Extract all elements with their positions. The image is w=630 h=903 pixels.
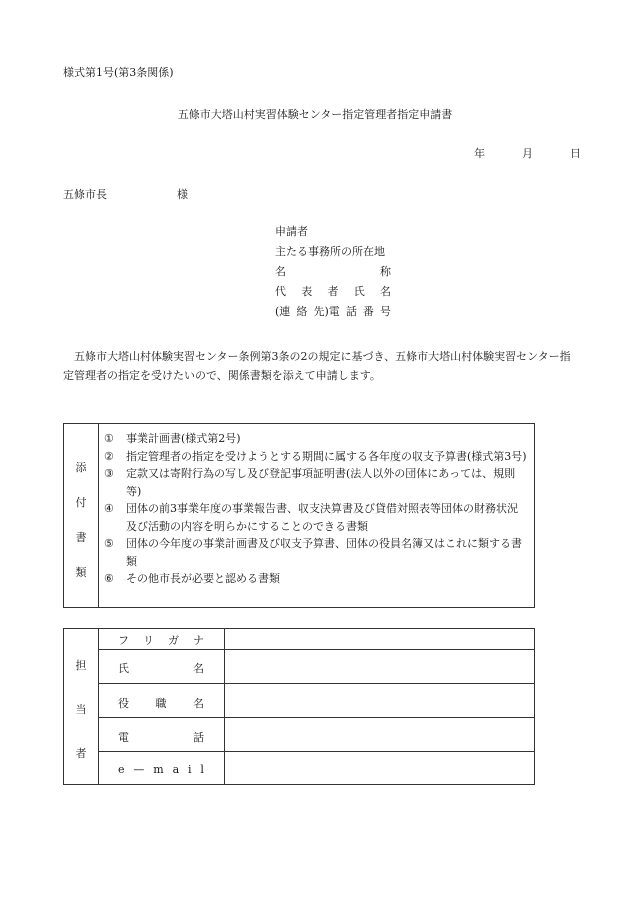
attachments-table bbox=[63, 423, 535, 608]
contact-person-table bbox=[63, 628, 535, 785]
label-char: i bbox=[188, 763, 192, 776]
contact-side-label bbox=[64, 629, 99, 784]
label-char: ナ bbox=[193, 634, 204, 647]
attachment-number: ① bbox=[104, 432, 114, 445]
addressee bbox=[63, 188, 188, 202]
side-char: 書 bbox=[75, 531, 87, 544]
row-divider bbox=[98, 649, 534, 650]
attachment-number: ② bbox=[104, 449, 114, 463]
side-char: 添 bbox=[75, 461, 87, 474]
office-location-label: 主たる事務所の所在地 bbox=[275, 245, 385, 258]
label-char: 役 bbox=[118, 697, 129, 710]
label-char: 先)電 bbox=[313, 305, 340, 318]
applicant-block bbox=[275, 225, 391, 325]
attachment-number: ⑤ bbox=[104, 537, 114, 550]
attachment-text: 定款又は寄附行為の写し及び登記事項証明書(法人以外の団体にあっては、規則等) bbox=[126, 467, 516, 498]
side-char: 類 bbox=[75, 566, 87, 579]
phone-label bbox=[118, 729, 204, 745]
label-char: ガ bbox=[168, 634, 179, 647]
attachment-number: ③ bbox=[104, 467, 114, 480]
date-month-label: 月 bbox=[522, 147, 533, 160]
side-char: 付 bbox=[75, 496, 87, 509]
attachment-text: 事業計画書(様式第2号) bbox=[126, 432, 241, 445]
attachment-item bbox=[104, 465, 528, 500]
attachment-text: 団体の今年度の事業計画書及び収支予算書、団体の役員名簿又はこれに類する書類 bbox=[126, 537, 522, 568]
attachment-text: 団体の前3事業年度の事業報告書、収支決算書及び貸借対照表等団体の財務状況及び活動の内容を明らかにすることのできる書類 bbox=[126, 502, 518, 533]
attachments-side-label bbox=[64, 424, 99, 607]
label-char: リ bbox=[143, 634, 154, 647]
label-char: (連 bbox=[275, 305, 291, 318]
label-char: 名 bbox=[193, 662, 204, 675]
label-char: 電 bbox=[118, 731, 129, 744]
date-day-label: 日 bbox=[570, 147, 581, 160]
label-char: 表 bbox=[301, 285, 313, 298]
label-char: 名 bbox=[380, 285, 391, 298]
side-char: 当 bbox=[75, 703, 87, 716]
label-char: 号 bbox=[379, 305, 391, 318]
label-char: 代 bbox=[275, 285, 286, 298]
attachment-number: ⑥ bbox=[104, 572, 114, 585]
applicant-name-label bbox=[275, 265, 391, 285]
label-char: 絡 bbox=[296, 305, 308, 318]
attachment-item bbox=[104, 570, 528, 588]
attachment-text: 指定管理者の指定を受けようとする期間に属する各年度の収支予算書(様式第3号) bbox=[126, 449, 527, 463]
attachment-text: その他市長が必要と認める書類 bbox=[126, 572, 280, 585]
date-year-label: 年 bbox=[474, 147, 485, 160]
applicant-heading: 申請者 bbox=[275, 225, 308, 238]
side-char: 者 bbox=[75, 747, 87, 760]
row-divider bbox=[98, 717, 534, 718]
date-line bbox=[474, 147, 581, 161]
attachment-item bbox=[104, 535, 528, 570]
contact-phone-label bbox=[275, 305, 391, 325]
label-char: フ bbox=[118, 634, 129, 647]
contact-label-column bbox=[98, 629, 225, 784]
name-label bbox=[118, 660, 204, 676]
label-char: 氏 bbox=[118, 662, 129, 675]
label-char: e bbox=[118, 763, 125, 776]
attachment-item bbox=[104, 430, 528, 448]
addressee-name: 五條市長 bbox=[63, 188, 107, 201]
form-number: 様式第1号(第3条関係) bbox=[63, 66, 174, 79]
label-char: 話 bbox=[193, 731, 204, 744]
row-divider bbox=[98, 683, 534, 684]
attachment-item bbox=[104, 500, 528, 535]
position-label bbox=[118, 695, 204, 711]
row-divider bbox=[98, 751, 534, 752]
label-char: — bbox=[133, 763, 145, 776]
document-title: 五條市大塔山村実習体験センター指定管理者指定申請書 bbox=[177, 108, 453, 121]
representative-label bbox=[275, 285, 391, 305]
label-char: m bbox=[153, 763, 164, 776]
label-char: 者 bbox=[327, 285, 339, 298]
label-char: 名 bbox=[193, 697, 204, 710]
label-char: 称 bbox=[380, 265, 391, 278]
application-body-text bbox=[63, 347, 573, 385]
label-char: 名 bbox=[275, 265, 286, 278]
label-char: a bbox=[172, 763, 180, 776]
attachment-item bbox=[104, 448, 528, 466]
furigana-label bbox=[118, 632, 204, 648]
email-label bbox=[118, 763, 204, 776]
label-char: 番 bbox=[362, 305, 374, 318]
label-char: 話 bbox=[345, 305, 357, 318]
side-char: 担 bbox=[75, 659, 87, 672]
label-char: 職 bbox=[155, 697, 167, 710]
attachments-list bbox=[104, 430, 528, 588]
body-text: 五條市大塔山村体験実習センター条例第3条の2の規定に基づき、五條市大塔山村体験実習センター指定管理者の指定を受けたいので、関係書類を添えて申請します。 bbox=[63, 350, 571, 382]
attachment-number: ④ bbox=[104, 502, 114, 515]
label-char: l bbox=[200, 763, 204, 776]
addressee-honorific: 様 bbox=[177, 188, 188, 201]
label-char: 氏 bbox=[353, 285, 365, 298]
